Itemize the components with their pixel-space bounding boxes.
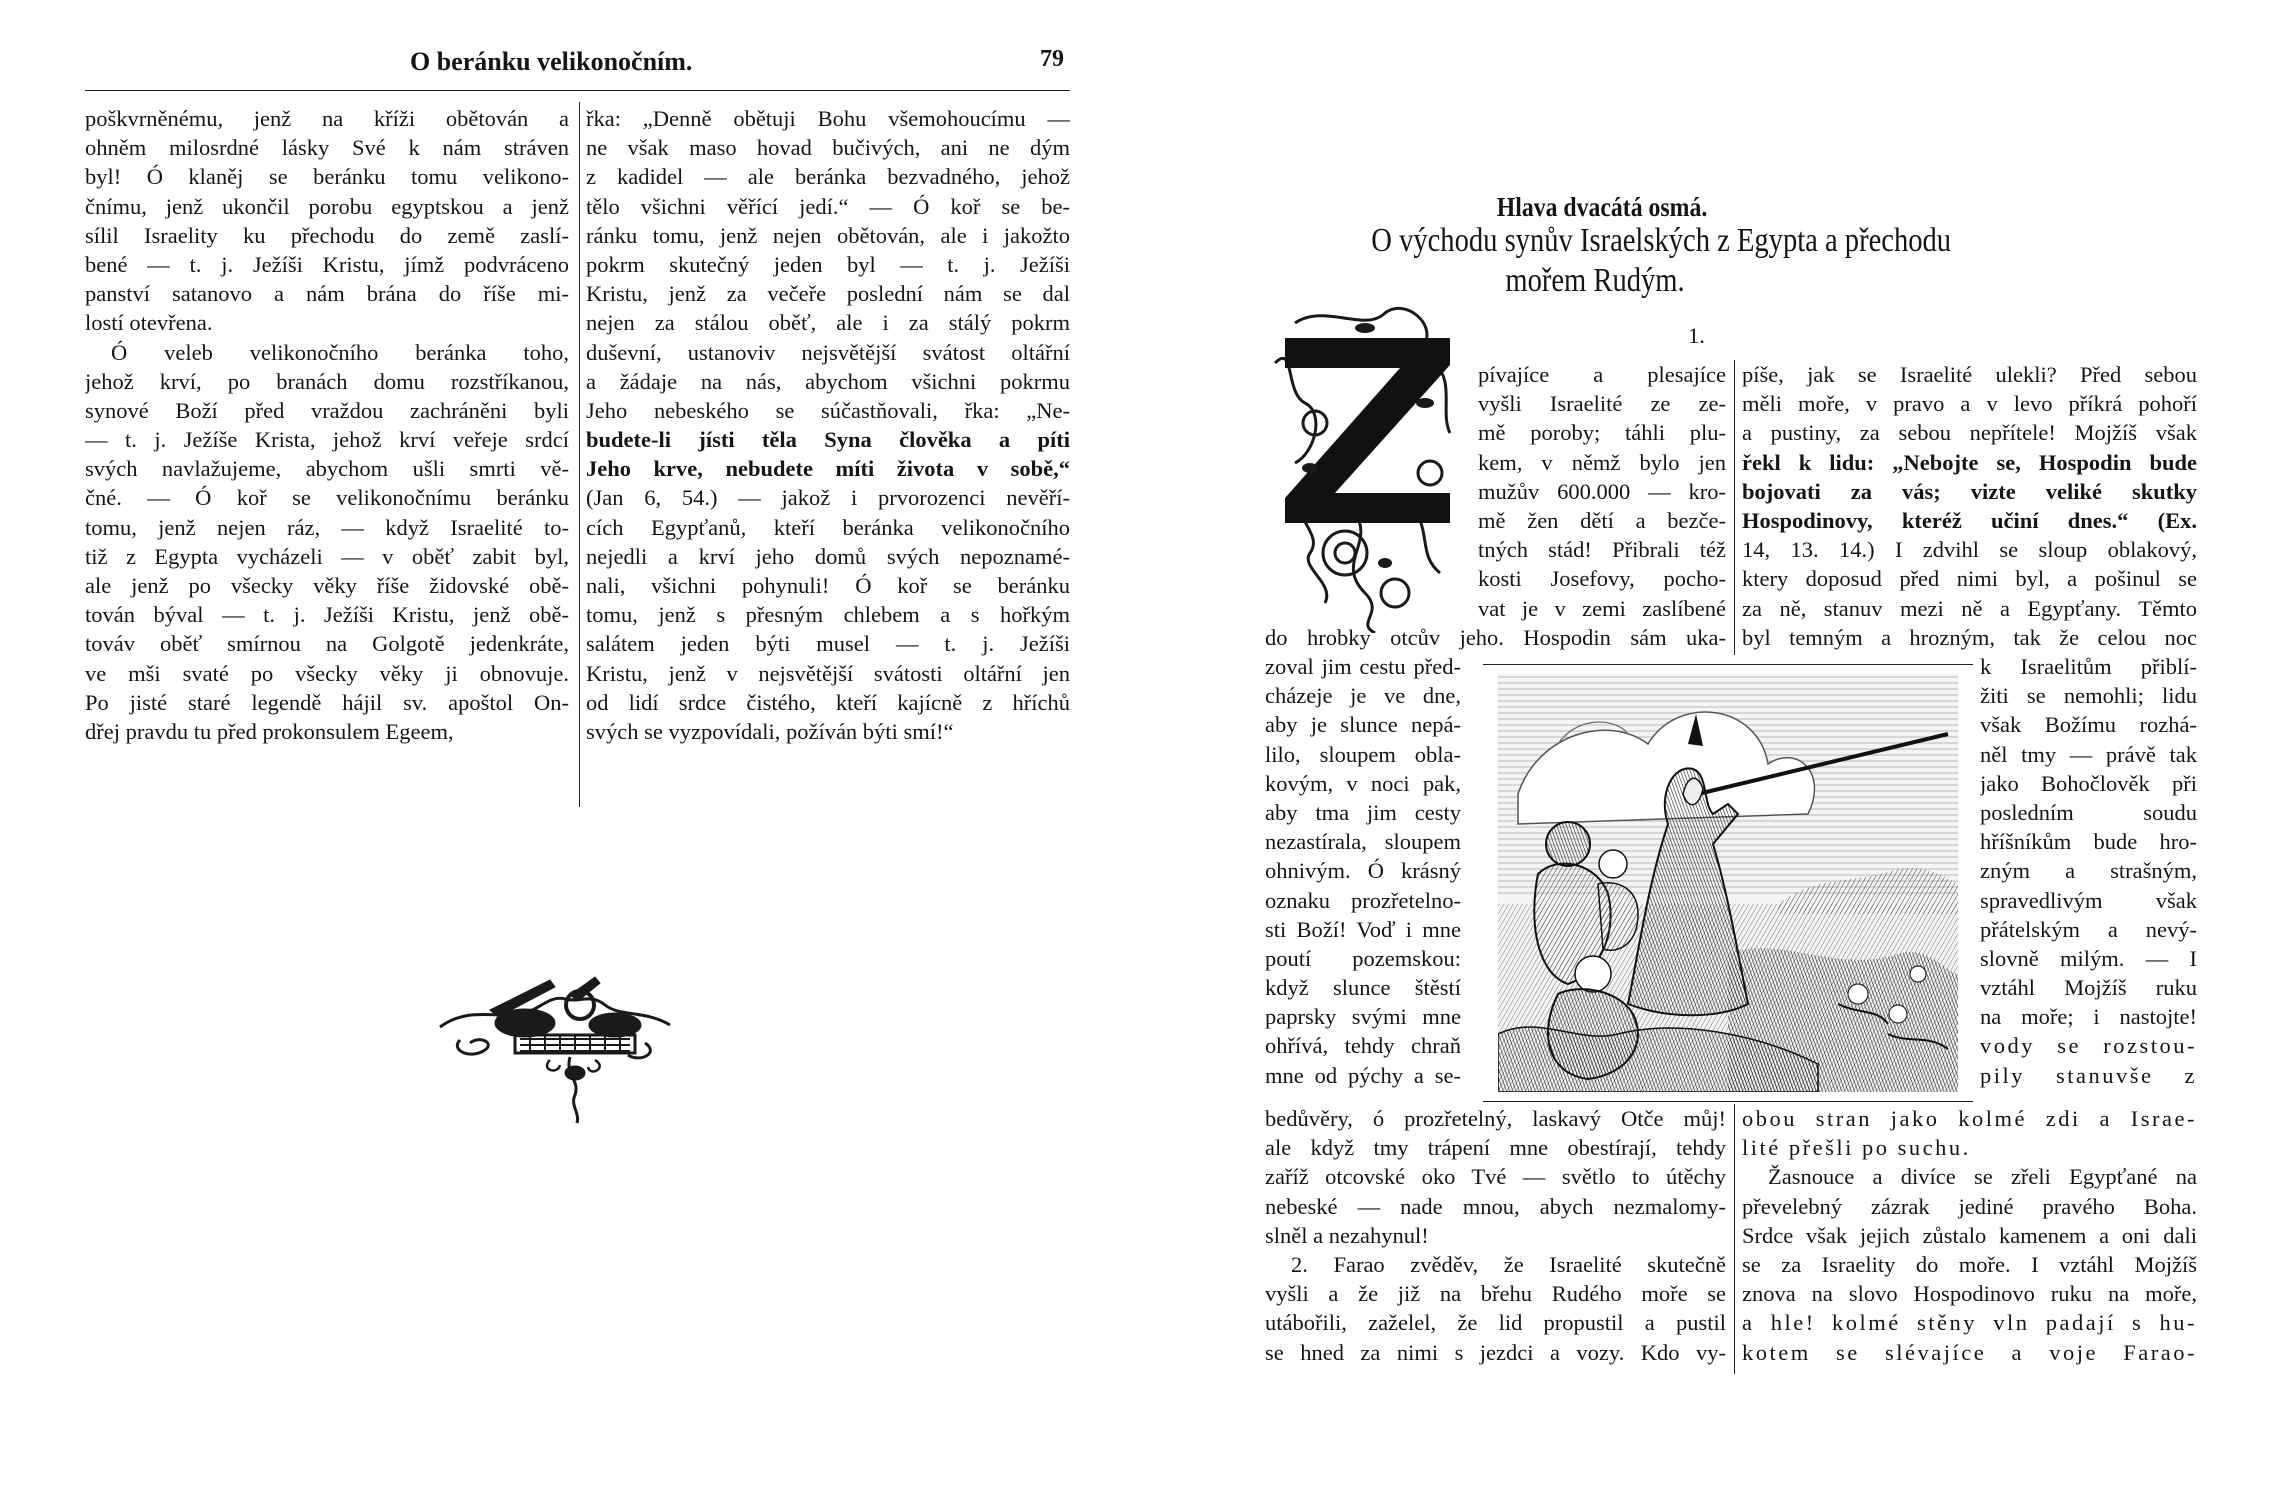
text-line: Srdce však jejich zůstalo kamenem a oni dali <box>1742 1222 2197 1248</box>
text-line: ve mši svaté po všecky věky ji obnovuje. <box>85 660 569 686</box>
text-line: ohnivým. Ó krásný <box>1265 858 1461 884</box>
text-line: vztáhl Mojžíš ruku <box>1980 975 2197 1001</box>
text-line: synové Boží před vraždou zachráněni byli <box>85 397 569 423</box>
text-line: když slunce štěstí <box>1265 975 1461 1001</box>
right-column-2-top <box>1742 360 2197 652</box>
text-line: převelebný zázrak jediné pravého Boha. <box>1742 1193 2197 1219</box>
text-line: salátem jeden býti musel — t. j. Ježíši <box>586 631 1070 657</box>
text-line: kem, v němž bylo jen <box>1478 449 1726 475</box>
text-line: přátelským a nevý- <box>1980 916 2197 942</box>
text-line: k Israelitům přiblí- <box>1980 654 2197 679</box>
text-line: za ně, stanuv mezi ně a Egypťany. Těmto <box>1742 595 2197 621</box>
text-line: ohřívá, tehdy chraň <box>1265 1033 1461 1059</box>
text-line: vat je v zemi zaslíbené <box>1478 595 1726 621</box>
text-line: sílil Israelity ku přechodu do země zaslí- <box>85 222 569 248</box>
text-line: vyšli Israelité ze ze- <box>1478 391 1726 417</box>
text-line: Jeho nebeského se súčastňovali, řka: „Ne- <box>586 397 1070 423</box>
right-column-rule-lower <box>1734 1104 1735 1374</box>
text-line: aby tma jim cesty <box>1265 799 1461 825</box>
text-line: Hospodinovy, kteréž učiní dnes.“ (Ex. <box>1742 507 2197 533</box>
right-column-1-beside-image <box>1265 652 1461 1090</box>
chapter-title-line-2: mořem Rudým. <box>1505 262 1685 299</box>
text-line: spravedlivým však <box>1980 887 2197 913</box>
right-column-rule <box>1734 360 1735 655</box>
text-line: a žádaje na nás, abychom všichni pokrmu <box>586 368 1070 394</box>
ornate-initial-Z <box>1265 303 1465 633</box>
text-line: měli moře, v pravo a v levo příkrá pohoří <box>1742 391 2197 417</box>
text-line: jako Bohočlověk při <box>1980 770 2197 796</box>
text-line: oznaku prozřetelno- <box>1265 887 1461 913</box>
text-line: a hle! kolmé stěny vln padají s hu- <box>1742 1310 2197 1336</box>
text-line: slovně milým. — I <box>1980 945 2197 971</box>
text-line: panství satanovo a nám brána do říše mi- <box>85 281 569 307</box>
text-line: 14, 13. 14.) I zdvihl se sloup oblakový, <box>1742 537 2197 563</box>
text-line: mě žen dětí a bezče- <box>1478 507 1726 533</box>
text-line: čnímu, jenž ukončil porobu egyptskou a jenž <box>85 193 569 219</box>
text-line: něl tmy — právě tak <box>1980 741 2197 767</box>
text-line: lilo, sloupem obla- <box>1265 741 1461 767</box>
text-line: se za Israelity do moře. I vztáhl Mojžíš <box>1742 1251 2197 1277</box>
right-column-2-full <box>1742 1104 2197 1367</box>
left-column-2 <box>586 104 1070 746</box>
right-column-1-full-b <box>1265 1104 1726 1367</box>
running-title: O beránku velikonočním. <box>410 47 693 76</box>
text-line: sti Boží! Voď i mne <box>1265 916 1461 942</box>
text-line: tomu, jenž nejen ráz, — když Israelité to- <box>85 514 569 540</box>
text-line: nali, všichni pohynuli! Ó koř se beránku <box>586 573 1070 598</box>
text-line: píše, jak se Israelité ulekli? Před sebou <box>1742 362 2197 387</box>
text-line: na moře; i nastojte! <box>1980 1004 2197 1030</box>
chapter-title-line-1: O východu synův Israelských z Egypta a přechodu <box>1371 222 1952 259</box>
text-line: žiti se nemohli; lidu <box>1980 683 2197 709</box>
text-line: kosti Josefovy, pocho- <box>1478 566 1726 592</box>
text-line: cích Egypťanů, kteří beránka velikonočního <box>586 514 1070 540</box>
text-line: obou stran jako kolmé zdi a Israe- <box>1742 1106 2197 1131</box>
text-line: nebeské — nade mnou, abych nezmalomy- <box>1265 1193 1726 1219</box>
text-line: pívajíce a plesajíce <box>1478 362 1726 387</box>
text-line: však Božímu rozhá- <box>1980 712 2197 738</box>
text-line: ktery doposud před nimi byl, a pošinul se <box>1742 566 2197 592</box>
text-line: aby je slunce nepá- <box>1265 712 1461 738</box>
text-line: mne od pýchy a se- <box>1265 1062 1461 1088</box>
text-line: vody se rozstou- <box>1980 1033 2197 1059</box>
text-line: poutí pozemskou: <box>1265 945 1461 971</box>
text-line: zaříž otcovské oko Tvé — světlo to útěchy <box>1265 1164 1726 1190</box>
text-line: hříšníkům bude hro- <box>1980 829 2197 855</box>
text-line: nejedli a krví jeho domů svých nepoznamé- <box>586 543 1070 569</box>
text-line: mě poroby; táhli plu- <box>1478 420 1726 446</box>
text-line: tiž z Egypta vycházeli — v oběť zabit byl, <box>85 543 569 569</box>
section-number: 1. <box>1688 323 1705 348</box>
text-line: Po jisté staré legendě hájil sv. apoštol On- <box>85 689 569 715</box>
text-line: ale jenž po všecky věky říše židovské obě- <box>85 573 569 598</box>
right-column-2-beside-image <box>1980 652 2197 1090</box>
text-line: ohněm milosrdné lásky Své k nám stráven <box>85 135 569 161</box>
text-line: — t. j. Ježíše Krista, jehož krví veřeje srdcí <box>85 427 569 453</box>
text-line: kotem se slévajíce a voje Farao- <box>1742 1339 2197 1365</box>
page-number: 79 <box>1040 46 1064 72</box>
text-line: a pustiny, za sebou nepřítele! Mojžíš však <box>1742 420 2197 446</box>
text-line: ránku tomu, jenž nejen obětován, ale i jakožto <box>586 222 1070 248</box>
text-line: Jeho krve, nebudete míti života v sobě,“ <box>586 456 1070 482</box>
text-line: tělo všichni věřící jedí.“ — Ó koř se be- <box>586 193 1070 219</box>
text-line: lostí otevřena. <box>85 310 213 336</box>
text-line: svých se vyzpovídali, požíván býti smí!“ <box>586 718 954 744</box>
text-line: poškvrněnému, jenž na kříži obětován a <box>85 106 569 131</box>
text-line: čné. — Ó koř se velikonočnímu beránku <box>85 485 569 511</box>
text-line: od lidí srdce čistého, kteří kajícně z hříchů <box>586 689 1070 715</box>
text-line: slněl a nezahynul! <box>1265 1222 1429 1248</box>
text-line: kovým, v noci pak, <box>1265 770 1461 796</box>
text-line: duševní, ustanoviv nejsvětější svátost oltářní <box>586 339 1070 365</box>
chapter-heading: Hlava dvacátá osmá. <box>1496 192 1708 222</box>
text-line: továv oběť smírnou na Golgotě jedenkráte, <box>85 631 569 657</box>
text-line: Kristu, jenž za večeře poslední nám se dal <box>586 281 1070 307</box>
text-line: znova na slovo Hospodinovo ruku na moře, <box>1742 1281 2197 1307</box>
text-line: Žasnouce a divíce se zřeli Egypťané na <box>1768 1164 2197 1190</box>
text-line: Kristu, jenž v nejsvětější svátosti oltářní jen <box>586 660 1070 686</box>
text-line: bojovati za vás; vizte veliké skutky <box>1742 478 2197 504</box>
text-line: pokrm skutečný jeden byl — t. j. Ježíši <box>586 251 1070 277</box>
text-line: bedůvěry, ó prozřetelný, laskavý Otče můj! <box>1265 1106 1726 1131</box>
right-column-1-full-a <box>1265 623 1726 652</box>
text-line: nejen za stálou oběť, ale i za stálý pokrm <box>586 310 1070 336</box>
text-line: posledním soudu <box>1980 799 2197 825</box>
text-line: paprsky svými mne <box>1265 1004 1461 1030</box>
text-line: nezastírala, sloupem <box>1265 829 1461 855</box>
text-line: ale když tmy trápení mne obestírají, tehdy <box>1265 1135 1726 1161</box>
text-line: řekl k lidu: „Nebojte se, Hospodin bude <box>1742 449 2197 475</box>
left-column-1 <box>85 104 569 746</box>
text-line: budete-li jísti těla Syna člověka a píti <box>586 427 1070 453</box>
text-line: z kadidel — ale beránka bezvadného, jehož <box>586 164 1070 190</box>
text-line: cházeje je ve dne, <box>1265 683 1461 709</box>
text-line: svých navlažujeme, abychom ušli smrti vě- <box>85 456 569 482</box>
engraving-frame <box>1483 664 1973 1102</box>
text-line: řka: „Denně obětuji Bohu všemohoucímu — <box>586 106 1070 131</box>
text-line: dřej pravdu tu před prokonsulem Egeem, <box>85 718 454 744</box>
text-line: ne však maso hovad bučivých, ani ne dým <box>586 135 1070 161</box>
text-line: byl! Ó klaněj se beránku tomu velikono- <box>85 164 569 190</box>
text-line: vyšli a že již na břehu Rudého moře se <box>1265 1281 1726 1307</box>
text-line: jehož krví, po branách domu rozstříkanou, <box>85 368 569 394</box>
header-rule <box>85 90 1070 91</box>
text-line: (Jan 6, 54.) — jakož i prvorozenci nevěří- <box>586 485 1070 511</box>
right-column-1-beside-initial <box>1478 360 1726 623</box>
text-line: tných stád! Přibrali též <box>1478 537 1726 563</box>
column-rule <box>579 102 580 807</box>
text-line: zným a strašným, <box>1980 858 2197 884</box>
text-line: 2. Farao zvěděv, že Israelité skutečně <box>1291 1251 1726 1277</box>
text-line: tomu, jenž s přesným chlebem a s hořkým <box>586 602 1070 628</box>
text-line: zoval jim cestu před- <box>1265 654 1461 679</box>
tailpiece-ornament <box>430 965 680 1125</box>
text-line: byl temným a hrozným, tak že celou noc <box>1742 624 2197 650</box>
text-line: lité přešli po suchu. <box>1742 1135 1971 1161</box>
moses-red-sea-engraving <box>1498 674 1958 1092</box>
text-line: se hned za nimi s jezdci a vozy. Kdo vy- <box>1265 1339 1726 1365</box>
text-line: Ó veleb velikonočního beránka toho, <box>111 339 569 365</box>
text-line: tován býval — t. j. Ježíši Kristu, jenž obě- <box>85 602 569 628</box>
text-line: mužův 600.000 — kro- <box>1478 478 1726 504</box>
text-line: pily stanuvše z <box>1980 1062 2197 1088</box>
text-line: do hrobky otcův jeho. Hospodin sám uka- <box>1265 625 1726 650</box>
text-line: utábořili, zaželel, že lid propustil a pustil <box>1265 1310 1726 1336</box>
text-line: bené — t. j. Ježíši Kristu, jímž podvráceno <box>85 251 569 277</box>
